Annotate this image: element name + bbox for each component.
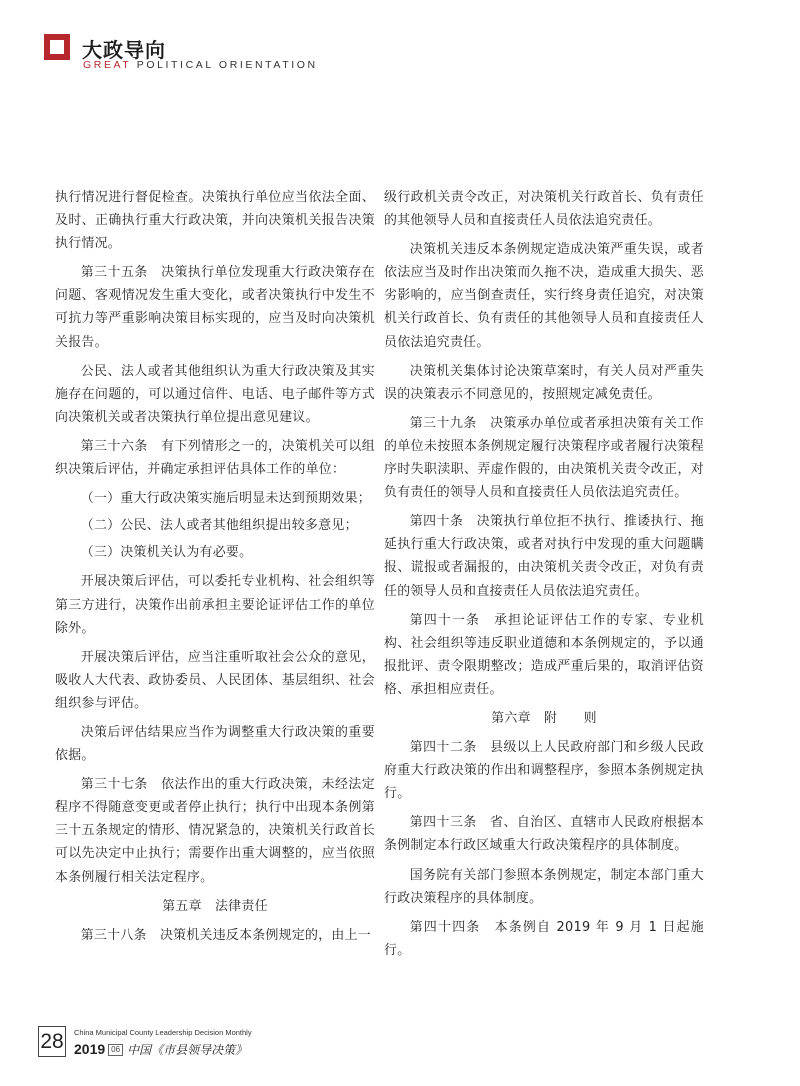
paragraph: 第四十三条 省、自治区、直辖市人民政府根据本条例制定本行政区域重大行政决策程序的具体制度。 [384, 815, 704, 854]
paragraph: 第四十二条 县级以上人民政府部门和乡级人民政府重大行政决策的作出和调整程序，参照本条例规定执行。 [384, 740, 704, 802]
paragraph: 国务院有关部门参照本条例规定，制定本部门重大行政决策程序的具体制度。 [384, 867, 704, 906]
section-title-cn: 大政导向 [82, 38, 166, 62]
chapter-heading: 第五章 法律责任 [162, 898, 268, 914]
issue-line [74, 1039, 247, 1058]
list-item: （一）重大行政决策实施后明显未达到预期效果； [80, 491, 371, 507]
paragraph: 决策机关违反本条例规定造成决策严重失误，或者依法应当及时作出决策而久拖不决，造成重大损失、恶劣影响的，应当倒查责任，实行终身责任追究，对决策机关行政首长、负有责任的其他领导人员和直接责任人员依法追究责任。 [384, 242, 704, 350]
paragraph: 决策后评估结果应当作为调整重大行政决策的重要依据。 [55, 724, 375, 764]
paragraph: 第四十条 决策执行单位拒不执行、推诿执行、拖延执行重大行政决策，或者对执行中发现的重大问题瞒报、谎报或者漏报的，由决策机关责令改正，对负有责任的领导人员和直接责任人员依法追究责任。 [384, 514, 704, 599]
issue-year: 2019 [74, 1041, 106, 1057]
issue-number: 06 [108, 1044, 123, 1056]
section-title-en [83, 59, 318, 71]
paragraph: 第三十七条 依法作出的重大行政决策，未经法定程序不得随意变更或者停止执行；执行中出现本条例第三十五条规定的情形、情况紧急的，决策机关行政首长可以先决定中止执行；需要作出重大调整的，应当依照本条例履行相关法定程序。 [55, 777, 375, 885]
paragraph: 第三十六条 有下列情形之一的，决策机关可以组织决策后评估，并确定承担评估具体工作的单位： [55, 438, 375, 478]
paragraph: 决策机关集体讨论决策草案时，有关人员对严重失误的决策表示不同意见的，按照规定减免责任。 [384, 363, 704, 402]
list-item: （三）决策机关认为有必要。 [80, 545, 253, 561]
paragraph: 开展决策后评估，可以委托专业机构、社会组织等第三方进行，决策作出前承担主要论证评估工作的单位除外。 [55, 574, 375, 636]
red-square-logo-icon [44, 34, 70, 60]
list-item: （二）公民、法人或者其他组织提出较多意见； [80, 518, 358, 534]
section-title-en-accent: GREAT [83, 59, 132, 71]
paragraph: 第三十八条 决策机关违反本条例规定的，由上一 [80, 927, 371, 943]
paragraph: 级行政机关责令改正，对决策机关行政首长、负有责任的其他领导人员和直接责任人员依法追究责任。 [384, 190, 704, 229]
paragraph: 第三十九条 决策承办单位或者承担决策有关工作的单位未按照本条例规定履行决策程序或者履行决策程序时失职渎职、弄虚作假的，由决策机关责令改正，对负有责任的领导人员和直接责任人员依法追究责任。 [384, 415, 704, 501]
right-text-column [384, 186, 704, 968]
chapter-heading: 第六章 附 则 [491, 710, 597, 726]
paragraph: 第四十四条 本条例自 2019 年 9 月 1 日起施行。 [384, 919, 704, 958]
paragraph: 第四十一条 承担论证评估工作的专家、专业机构、社会组织等违反职业道德和本条例规定的，予以通报批评、责令限期整改；造成严重后果的，取消评估资格、承担相应责任。 [384, 612, 704, 697]
left-text-column [55, 186, 375, 953]
paragraph: 执行情况进行督促检查。决策执行单位应当依法全面、及时、正确执行重大行政决策，并向决策机关报告决策执行情况。 [55, 190, 375, 252]
page-number: 28 [38, 1026, 66, 1057]
paragraph: 公民、法人或者其他组织认为重大行政决策及其实施存在问题的，可以通过信件、电话、电子邮件等方式向决策机关或者决策执行单位提出意见建议。 [55, 363, 375, 425]
paragraph: 第三十五条 决策执行单位发现重大行政决策存在问题、客观情况发生重大变化，或者决策执行中发生不可抗力等严重影响决策目标实现的，应当及时向决策机关报告。 [55, 265, 375, 350]
section-title-en-rest: POLITICAL ORIENTATION [131, 59, 318, 71]
magazine-name-cn: 中国《市县领导决策》 [127, 1043, 248, 1057]
magazine-name-en: China Municipal County Leadership Decision Monthly [74, 1028, 252, 1037]
paragraph: 开展决策后评估，应当注重听取社会公众的意见，吸收人大代表、政协委员、人民团体、基层组织、社会组织参与评估。 [55, 649, 375, 711]
